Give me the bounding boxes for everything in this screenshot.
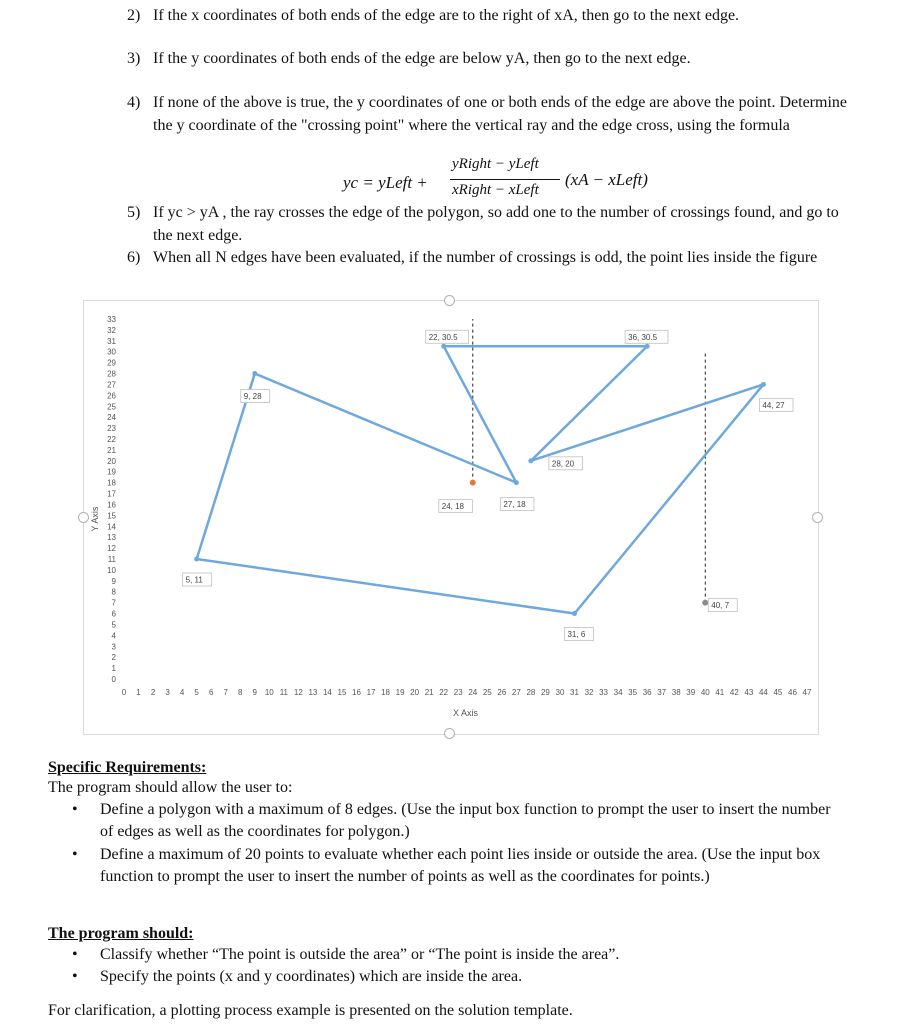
x-tick-label: 44 bbox=[758, 688, 768, 697]
polygon-vertex bbox=[528, 458, 533, 463]
bullet-icon: • bbox=[72, 846, 78, 863]
y-tick-label: 0 bbox=[111, 675, 116, 684]
y-tick-label: 10 bbox=[107, 565, 116, 575]
step-text: If none of the above is true, the y coordinates of one or both ends of the edge are above the point. Determine the y coordinate of the "crossing point" where the vertical ray and the edge cross, using the formula bbox=[153, 94, 847, 134]
polygon-vertex bbox=[194, 557, 199, 562]
x-tick-label: 43 bbox=[744, 688, 754, 697]
formula-lhs: yc = yLeft + bbox=[343, 173, 428, 192]
y-tick-label: 2 bbox=[111, 653, 116, 663]
x-tick-label: 20 bbox=[410, 688, 420, 697]
step-text: If the y coordinates of both ends of the edge are below yA, then go to the next edge. bbox=[153, 50, 691, 67]
y-tick-label: 19 bbox=[107, 467, 116, 477]
x-tick-label: 45 bbox=[773, 688, 783, 697]
x-tick-label: 23 bbox=[453, 688, 463, 697]
x-tick-label: 29 bbox=[540, 688, 550, 697]
x-tick-label: 1 bbox=[136, 688, 141, 697]
x-tick-label: 18 bbox=[381, 688, 391, 697]
data-label: 28, 20 bbox=[551, 459, 575, 469]
y-tick-label: 6 bbox=[111, 609, 116, 619]
chart-resize-handle-left[interactable] bbox=[78, 512, 89, 523]
x-tick-label: 21 bbox=[424, 688, 434, 697]
x-tick-label: 27 bbox=[511, 688, 521, 697]
data-label: 44, 27 bbox=[762, 400, 785, 410]
y-tick-label: 33 bbox=[107, 315, 116, 324]
y-tick-label: 12 bbox=[107, 544, 116, 554]
x-tick-label: 28 bbox=[526, 688, 536, 697]
y-tick-label: 4 bbox=[111, 631, 116, 641]
step-text: When all N edges have been evaluated, if the number of crossings is odd, the point lies inside the figure bbox=[153, 249, 818, 266]
polygon-vertex bbox=[761, 382, 766, 387]
y-tick-label: 8 bbox=[111, 587, 116, 597]
test-point bbox=[470, 480, 476, 486]
y-tick-label: 32 bbox=[107, 325, 116, 335]
formula-numerator: yRight − yLeft bbox=[452, 156, 539, 172]
y-tick-label: 11 bbox=[107, 555, 116, 564]
x-tick-label: 32 bbox=[584, 688, 594, 697]
y-tick-label: 16 bbox=[107, 500, 116, 510]
program-bullet: • Classify whether “The point is outside the area” or “The point is inside the area”. bbox=[100, 944, 840, 966]
y-tick-label: 20 bbox=[107, 456, 116, 466]
y-tick-label: 15 bbox=[107, 511, 116, 521]
x-tick-label: 19 bbox=[395, 688, 405, 697]
polygon-chart bbox=[83, 300, 819, 735]
program-title: The program should: bbox=[48, 925, 194, 942]
data-label: 9, 28 bbox=[243, 392, 262, 402]
x-tick-label: 24 bbox=[468, 688, 478, 697]
fraction-bar bbox=[450, 179, 560, 180]
x-tick-label: 5 bbox=[194, 688, 199, 697]
x-tick-label: 15 bbox=[337, 688, 347, 697]
x-tick-label: 31 bbox=[570, 688, 579, 697]
requirement-bullet: • Define a polygon with a maximum of 8 edges. (Use the input box function to prompt the user to insert the number of edges as well as the coordinates for polygon.) bbox=[72, 801, 831, 840]
step-number: 2) bbox=[127, 7, 141, 24]
polygon-edge bbox=[574, 384, 763, 613]
x-tick-label: 16 bbox=[352, 688, 361, 697]
chart-resize-handle-bottom[interactable] bbox=[444, 728, 455, 739]
y-tick-label: 29 bbox=[107, 358, 116, 368]
y-tick-label: 27 bbox=[107, 380, 116, 390]
polygon-edge bbox=[444, 346, 517, 482]
requirement-bullet: • Define a maximum of 20 points to evaluate whether each point lies inside or outside the area. (Use the input box function to prompt the user to insert the number of points as well as the coordinates for points.) bbox=[72, 846, 821, 885]
y-tick-label: 17 bbox=[107, 489, 116, 499]
step-number: 4) bbox=[127, 94, 141, 111]
data-label: 5, 11 bbox=[185, 575, 203, 585]
polygon-vertex bbox=[645, 344, 650, 349]
y-tick-label: 23 bbox=[107, 424, 116, 434]
chart-resize-handle-right[interactable] bbox=[812, 512, 823, 523]
x-tick-label: 17 bbox=[366, 688, 376, 697]
y-axis-title: Y Axis bbox=[90, 506, 100, 532]
x-tick-label: 3 bbox=[165, 688, 170, 697]
step-6 bbox=[127, 247, 853, 270]
x-tick-label: 0 bbox=[121, 688, 127, 697]
data-label: 31, 6 bbox=[567, 630, 586, 640]
step-number: 3) bbox=[127, 50, 141, 67]
y-tick-label: 26 bbox=[107, 391, 116, 401]
y-tick-label: 1 bbox=[111, 664, 116, 674]
x-tick-label: 8 bbox=[238, 688, 243, 697]
polygon-edge bbox=[197, 559, 575, 614]
formula-denominator: xRight − xLeft bbox=[452, 182, 539, 198]
x-tick-label: 34 bbox=[613, 688, 623, 697]
polygon-edge bbox=[255, 374, 517, 483]
x-tick-label: 42 bbox=[729, 688, 739, 697]
x-tick-label: 36 bbox=[642, 688, 652, 697]
x-tick-label: 22 bbox=[439, 688, 449, 697]
x-tick-label: 7 bbox=[223, 688, 228, 697]
step-text: If yc > yA , the ray crosses the edge of the polygon, so add one to the number of crossings found, and go to the next edge. bbox=[153, 204, 839, 244]
polygon-vertex bbox=[514, 480, 519, 485]
data-label: 27, 18 bbox=[503, 500, 526, 510]
formula-tail: (xA − xLeft) bbox=[565, 170, 648, 189]
data-label: 40, 7 bbox=[711, 601, 730, 611]
bullet-icon: • bbox=[72, 968, 78, 985]
step-5 bbox=[127, 202, 853, 247]
polygon-vertex bbox=[572, 611, 577, 616]
requirements-intro: The program should allow the user to: bbox=[48, 779, 293, 796]
x-tick-label: 40 bbox=[700, 688, 710, 697]
y-tick-label: 28 bbox=[107, 369, 116, 379]
x-tick-label: 33 bbox=[599, 688, 609, 697]
x-tick-label: 47 bbox=[802, 688, 812, 697]
polygon-edge bbox=[531, 346, 647, 461]
x-tick-label: 38 bbox=[671, 688, 681, 697]
x-tick-label: 25 bbox=[482, 688, 492, 697]
y-tick-label: 3 bbox=[111, 642, 116, 652]
footer-note: For clarification, a plotting process example is presented on the solution template. bbox=[48, 1002, 573, 1019]
y-tick-label: 22 bbox=[107, 435, 116, 444]
polygon-chart-svg bbox=[84, 301, 818, 734]
step-4 bbox=[127, 92, 853, 137]
x-tick-label: 4 bbox=[179, 688, 185, 697]
y-tick-label: 25 bbox=[107, 402, 116, 412]
x-tick-label: 13 bbox=[308, 688, 318, 697]
test-point bbox=[702, 600, 708, 606]
y-tick-label: 31 bbox=[107, 336, 116, 346]
x-tick-label: 12 bbox=[293, 688, 303, 697]
step-number: 5) bbox=[127, 204, 141, 221]
x-axis-title: X Axis bbox=[452, 708, 479, 718]
x-tick-label: 14 bbox=[322, 688, 332, 697]
data-label: 36, 30.5 bbox=[628, 332, 658, 342]
x-tick-label: 37 bbox=[657, 688, 667, 697]
x-tick-label: 10 bbox=[264, 688, 274, 697]
x-tick-label: 35 bbox=[628, 688, 638, 697]
y-tick-label: 14 bbox=[107, 522, 116, 532]
program-bullet: • Specify the points (x and y coordinates) which are inside the area. bbox=[100, 966, 840, 988]
requirements-title: Specific Requirements: bbox=[48, 759, 207, 776]
x-tick-label: 41 bbox=[715, 688, 725, 697]
y-tick-label: 7 bbox=[111, 598, 116, 608]
x-tick-label: 30 bbox=[555, 688, 565, 697]
y-tick-label: 9 bbox=[111, 576, 116, 586]
y-tick-label: 21 bbox=[107, 445, 116, 455]
x-tick-label: 39 bbox=[686, 688, 696, 697]
chart-resize-handle-top[interactable] bbox=[444, 295, 455, 306]
x-tick-label: 46 bbox=[788, 688, 797, 697]
step-2 bbox=[127, 5, 853, 28]
x-tick-label: 6 bbox=[208, 688, 214, 697]
x-tick-label: 11 bbox=[279, 688, 289, 697]
step-3 bbox=[127, 48, 853, 71]
x-tick-label: 2 bbox=[150, 688, 156, 697]
x-tick-label: 26 bbox=[497, 688, 507, 697]
y-tick-label: 24 bbox=[107, 413, 116, 423]
y-tick-label: 5 bbox=[111, 620, 116, 630]
y-tick-label: 18 bbox=[107, 478, 116, 488]
polygon-vertex bbox=[441, 344, 446, 349]
step-text: If the x coordinates of both ends of the edge are to the right of xA, then go to the next edge. bbox=[153, 7, 740, 24]
data-label: 24, 18 bbox=[441, 502, 465, 512]
bullet-icon: • bbox=[72, 946, 78, 963]
polygon-edge bbox=[531, 384, 764, 460]
y-tick-label: 13 bbox=[107, 533, 116, 543]
data-label: 22, 30.5 bbox=[428, 332, 458, 342]
step-number: 6) bbox=[127, 249, 141, 266]
x-tick-label: 9 bbox=[252, 688, 258, 697]
y-tick-label: 30 bbox=[107, 347, 116, 357]
polygon-vertex bbox=[252, 371, 257, 376]
bullet-icon: • bbox=[72, 801, 78, 818]
